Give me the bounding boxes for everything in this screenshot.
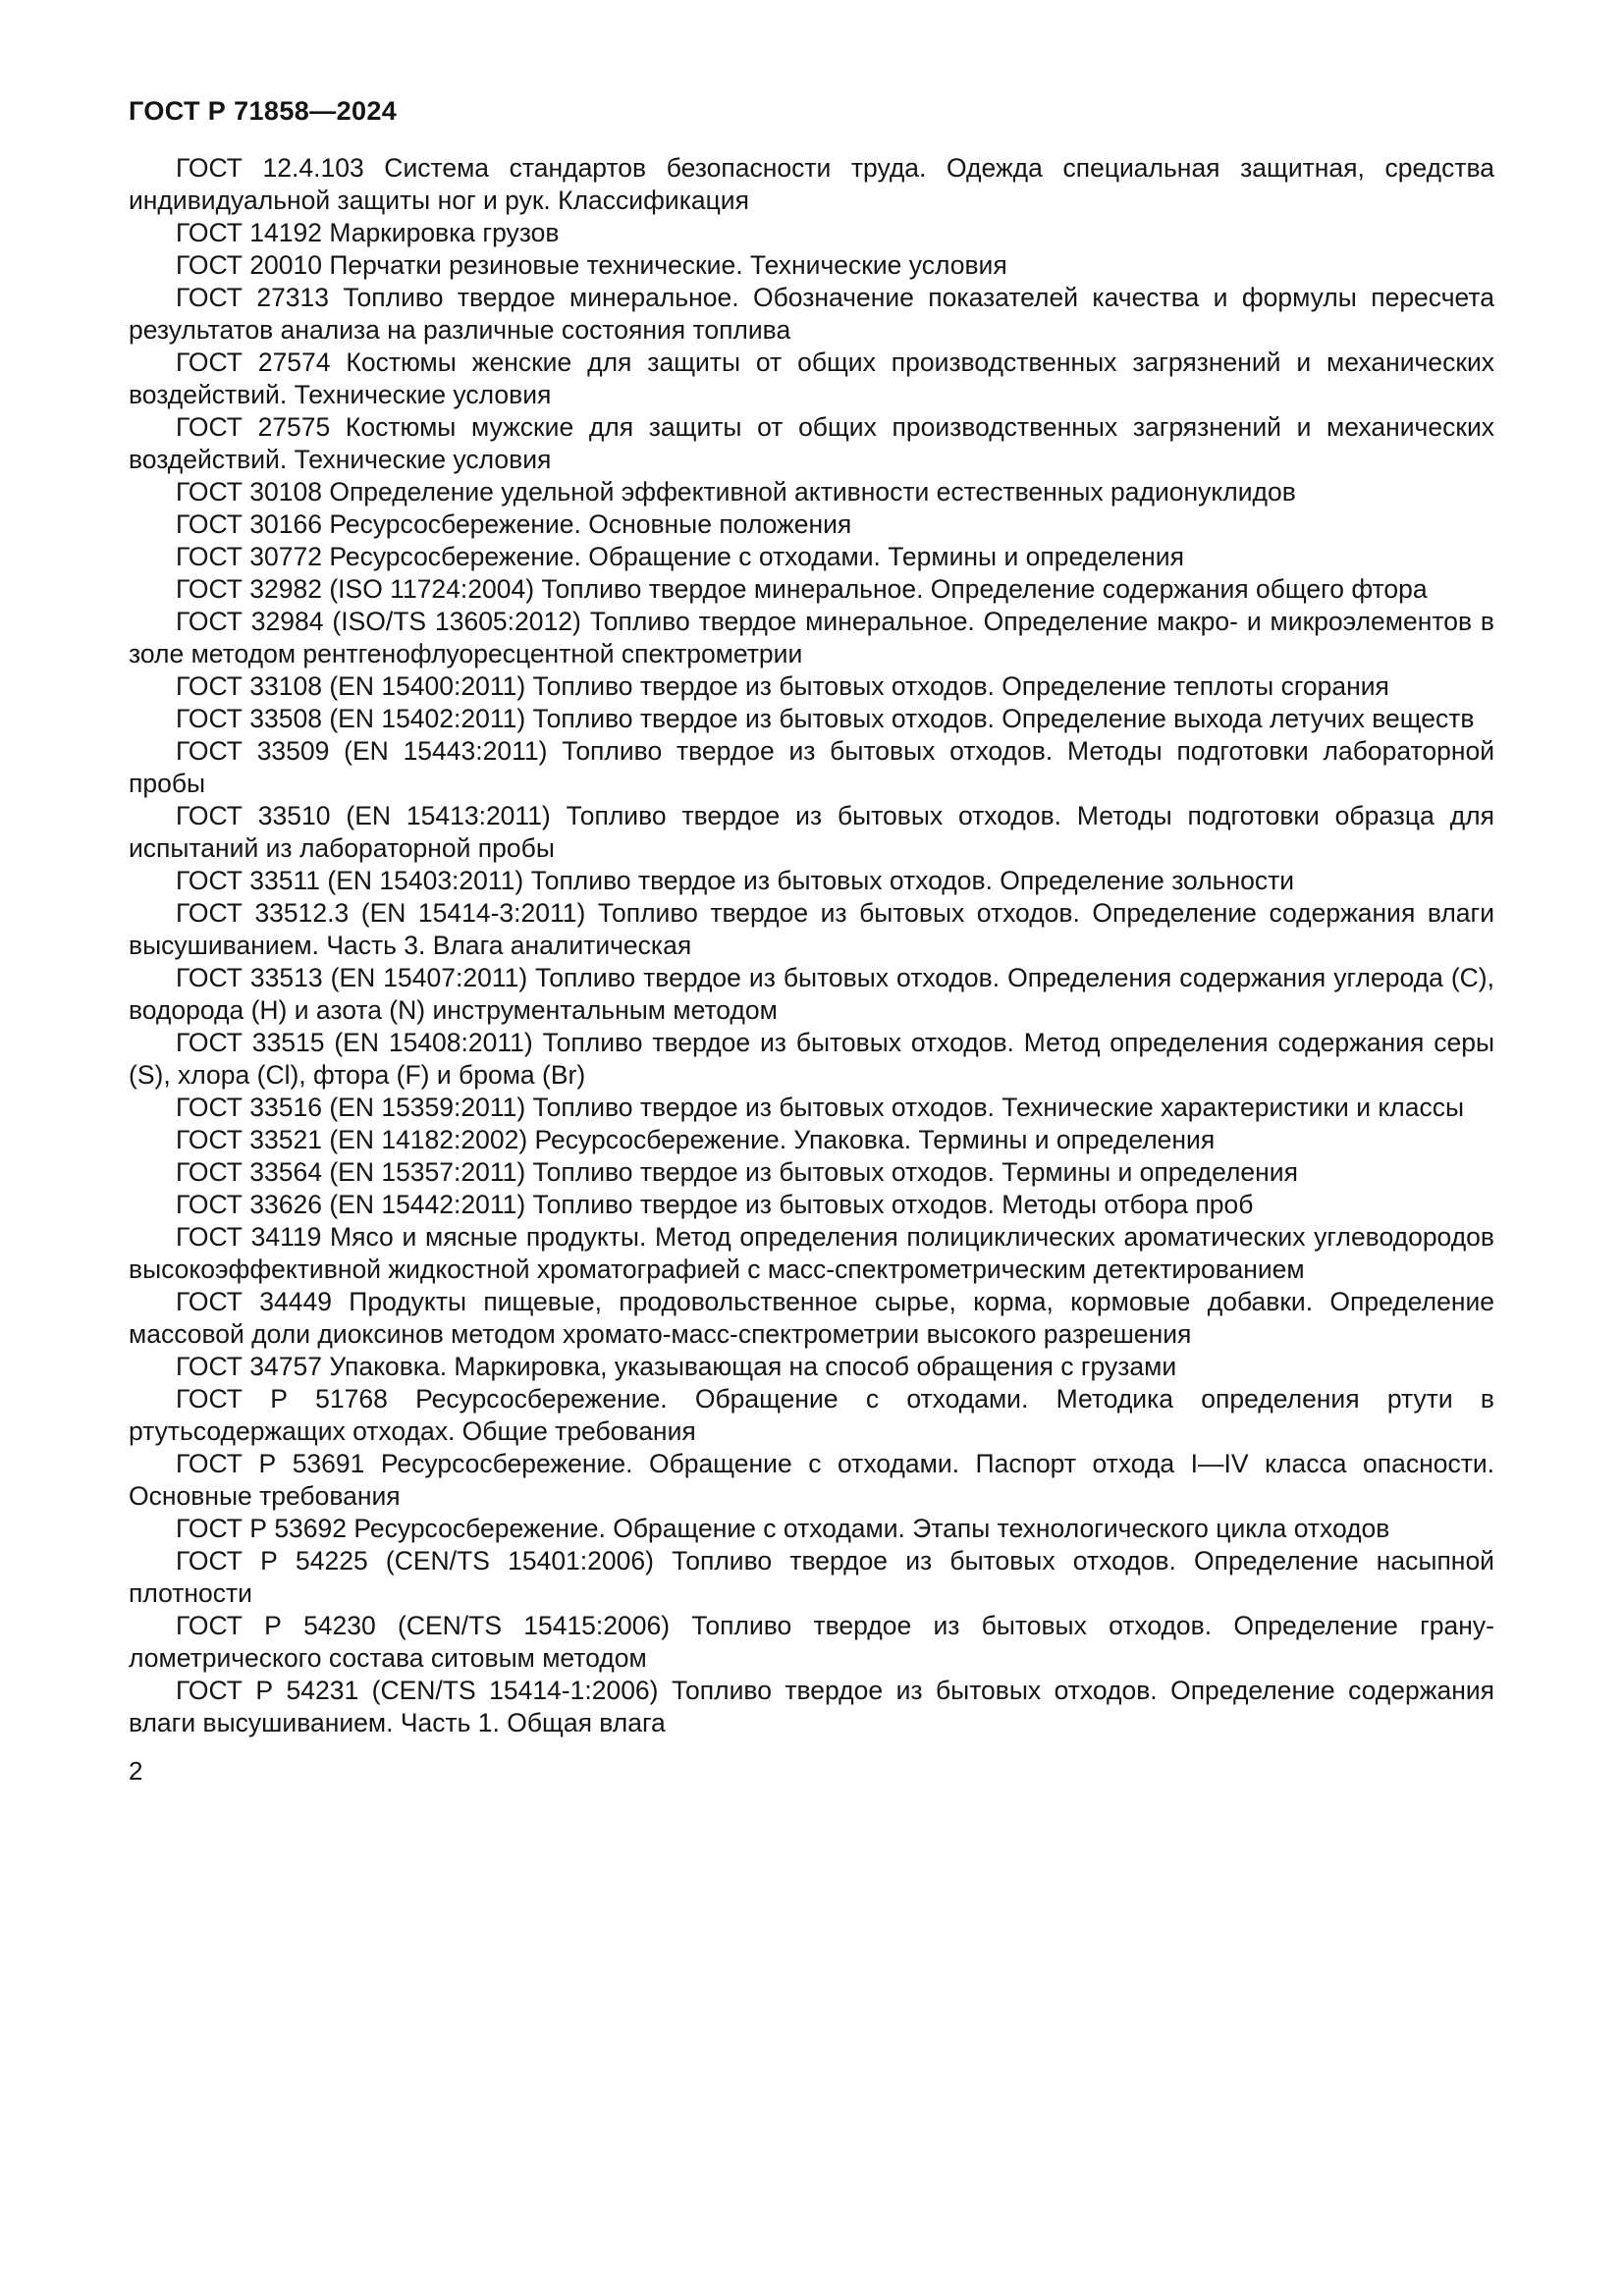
reference-entry: ГОСТ 33108 (EN 15400:2011) Топливо твердое из бытовых отходов. Определение теплоты сгорания: [176, 671, 1389, 701]
reference-entry: ГОСТ 34449 Продукты пищевые, продовольственное сырье, корма, кормовые добавки. Определение массовой доли диоксинов методом хромато-масс-спектрометрии высокого разрешения: [129, 1287, 1494, 1349]
reference-entry: ГОСТ 33515 (EN 15408:2011) Топливо твердое из бытовых отходов. Метод определения содержания серы (S), хлора (Cl), фтора (F) и брома (Br): [129, 1028, 1494, 1090]
reference-entry: ГОСТ 33513 (EN 15407:2011) Топливо твердое из бытовых отходов. Определения содержания углерода (C), водорода (H) и азота (N) инструментальным методом: [129, 963, 1494, 1025]
reference-entry: ГОСТ 32984 (ISO/TS 13605:2012) Топливо твердое минеральное. Определение макро- и микроэлементов в золе методом рентгенофлуоресцентной спектрометрии: [129, 607, 1494, 668]
reference-entry: ГОСТ 33626 (EN 15442:2011) Топливо твердое из бытовых отходов. Методы отбора проб: [176, 1190, 1254, 1219]
reference-entry: ГОСТ 33510 (EN 15413:2011) Топливо твердое из бытовых отходов. Методы подготовки образца для испытаний из лабораторной пробы: [129, 801, 1494, 863]
reference-entry: ГОСТ 33521 (EN 14182:2002) Ресурсосбережение. Упаковка. Термины и определения: [176, 1125, 1216, 1154]
reference-entry: ГОСТ 30108 Определение удельной эффективной активности естественных радионуклидов: [176, 477, 1296, 507]
reference-entry: ГОСТ Р 53691 Ресурсосбережение. Обращение с отходами. Паспорт отхода I—IV класса опасности. Основные требования: [129, 1449, 1494, 1511]
reference-entry: ГОСТ Р 51768 Ресурсосбережение. Обращение с отходами. Методика определения ртути в ртутьсодержащих отходах. Общие требования: [129, 1384, 1494, 1446]
reference-entry: ГОСТ 27574 Костюмы женские для защиты от общих производственных загрязнений и механических воздействий. Технические условия: [129, 347, 1494, 409]
reference-entry: ГОСТ 33509 (EN 15443:2011) Топливо твердое из бытовых отходов. Методы подготовки лабораторной пробы: [129, 736, 1494, 798]
references-list: [129, 152, 1494, 1739]
reference-entry: ГОСТ Р 54231 (CEN/TS 15414-1:2006) Топливо твердое из бытовых отходов. Определение содержания влаги высушиванием. Часть 1. Общая влага: [129, 1676, 1494, 1737]
reference-entry: ГОСТ 33516 (EN 15359:2011) Топливо твердое из бытовых отходов. Технические характеристики и классы: [176, 1093, 1465, 1122]
reference-entry: ГОСТ 27313 Топливо твердое минеральное. Обозначение показателей качества и формулы пересчета результатов анализа на различные состояния топлива: [129, 283, 1494, 345]
reference-entry: ГОСТ 30772 Ресурсосбережение. Обращение с отходами. Термины и определения: [176, 542, 1184, 571]
document-designation-header: ГОСТ Р 71858—2024: [129, 96, 398, 126]
reference-entry: ГОСТ 20010 Перчатки резиновые технические. Технические условия: [176, 250, 1007, 280]
reference-entry: ГОСТ 12.4.103 Система стандартов безопасности труда. Одежда специальная защитная, средства индивидуальной защиты ног и рук. Классификация: [129, 153, 1494, 215]
reference-entry: ГОСТ 14192 Маркировка грузов: [176, 218, 560, 247]
reference-entry: ГОСТ Р 54230 (CEN/TS 15415:2006) Топливо твердое из бытовых отходов. Определение гранулометрического состава ситовым методом: [129, 1611, 1494, 1673]
reference-entry: ГОСТ Р 54225 (CEN/TS 15401:2006) Топливо твердое из бытовых отходов. Определение насыпной плотности: [129, 1546, 1494, 1608]
reference-entry: ГОСТ 32982 (ISO 11724:2004) Топливо твердое минеральное. Определение содержания общего фтора: [176, 574, 1428, 604]
reference-entry: ГОСТ 34757 Упаковка. Маркировка, указывающая на способ обращения с грузами: [176, 1352, 1177, 1381]
reference-entry: ГОСТ 33564 (EN 15357:2011) Топливо твердое из бытовых отходов. Термины и определения: [176, 1157, 1298, 1187]
reference-entry: ГОСТ 33512.3 (EN 15414-3:2011) Топливо твердое из бытовых отходов. Определение содержания влаги высушиванием. Часть 3. Влага аналитическая: [129, 898, 1494, 960]
reference-entry: ГОСТ 33508 (EN 15402:2011) Топливо твердое из бытовых отходов. Определение выхода летучих веществ: [176, 704, 1475, 733]
page-number: 2: [129, 1756, 143, 1786]
reference-entry: ГОСТ 30166 Ресурсосбережение. Основные положения: [176, 509, 852, 539]
reference-entry: ГОСТ 33511 (EN 15403:2011) Топливо твердое из бытовых отходов. Определение зольности: [176, 866, 1295, 895]
reference-entry: ГОСТ 27575 Костюмы мужские для защиты от общих производственных загрязнений и механических воздействий. Технические условия: [129, 412, 1494, 474]
reference-entry: ГОСТ 34119 Мясо и мясные продукты. Метод определения полициклических ароматических углеводородов высокоэффективной жидкостной хроматографией с масс-спектрометрическим детектированием: [129, 1222, 1494, 1284]
reference-entry: ГОСТ Р 53692 Ресурсосбережение. Обращение с отходами. Этапы технологического цикла отходов: [176, 1514, 1390, 1543]
